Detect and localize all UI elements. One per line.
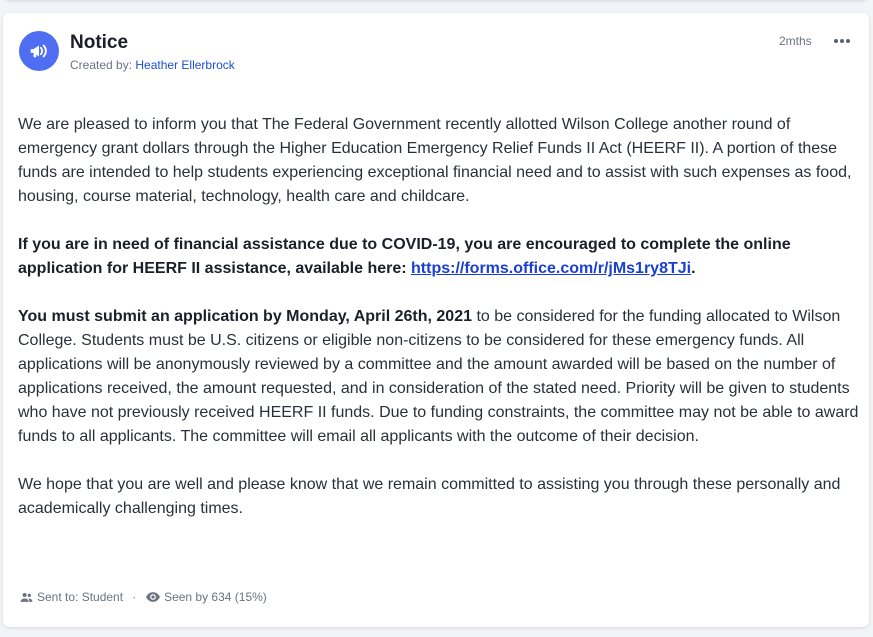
deadline-text: You must submit an application by Monday, April 26th, 2021 [18,308,472,325]
more-options-button[interactable] [829,31,855,51]
footer-separator: · [132,590,137,604]
sent-to: Sent to: Student [37,590,124,604]
notice-footer [19,589,267,605]
eye-icon [145,589,161,605]
paragraph-intro: We are pleased to inform you that The Federal Government recently allotted Wilson College another round of emergency grant dollars through the Higher Education Emergency Relief Funds II Act (HEERF II). A portion of these funds are intended to help students experiencing exceptional financial need and to assist with such expenses as food, housing, course material, technology, health care and childcare. [18,116,852,205]
more-horizontal-icon [833,38,851,44]
seen-by[interactable]: Seen by 634 (15%) [164,590,267,604]
paragraph-deadline [18,305,860,449]
paragraph-application [18,233,860,281]
megaphone-icon [19,31,59,71]
created-by [70,58,235,72]
author-link[interactable]: Heather Ellerbrock [135,58,235,72]
deadline-details: to be considered for the funding allocated to Wilson College. Students must be U.S. citizens or eligible non-citizens to be considered for these emergency funds. All applications will be anonymously reviewed by a committee and the amount awarded will be based on the number of applications received, the amount requested, and in consideration of the stated need. Priority will be given to students who have not previously received HEERF II funds. Due to funding constraints, the committee may not be able to award funds to all applicants. The committee will email all applicants with the outcome of their decision. [18,308,859,445]
application-period: . [691,260,696,277]
notice-title: Notice [70,32,129,53]
post-age: 2mths [779,34,812,48]
notice-card [3,13,869,627]
application-link[interactable]: https://forms.office.com/r/jMs1ry8TJi [411,260,692,277]
application-text: If you are in need of financial assistance due to COVID-19, you are encouraged to complete the online application for HEERF II assistance, available here: [18,236,791,277]
created-by-label: Created by: [70,58,133,72]
people-icon [19,590,34,605]
paragraph-closing: We hope that you are well and please know that we remain committed to assisting you through these personally and academically challenging times. [18,476,841,517]
notice-body [18,113,860,545]
